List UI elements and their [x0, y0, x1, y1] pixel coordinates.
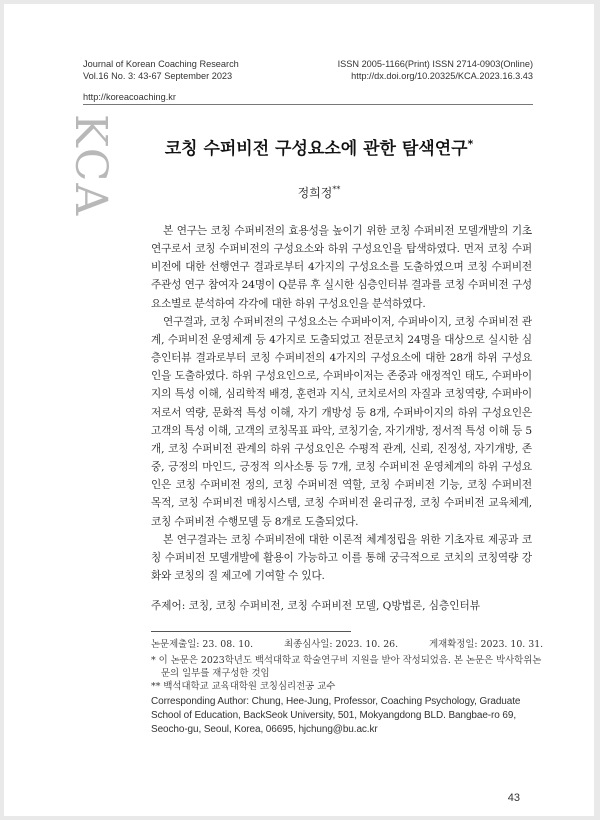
reviewed-date: 최종심사일: 2023. 10. 26. [284, 639, 399, 650]
journal-name: Journal of Korean Coaching Research [83, 59, 239, 69]
keywords: 주제어: 코칭, 코칭 수퍼비전, 코칭 수퍼비전 모델, Q방법론, 심층인터뷰 [151, 600, 480, 612]
title-footnote-mark: * [467, 137, 474, 151]
paper-page [4, 4, 594, 816]
kca-logo-text: KCA [65, 114, 116, 218]
author-name-text: 정희정 [297, 186, 333, 200]
funding-footnote: * 이 논문은 2023학년도 백석대학교 학술연구비 지원을 받아 작성되었음. 본 논문은 박사학위논문의 일부를 재구성한 것임 [151, 655, 542, 679]
abstract [151, 222, 532, 585]
paper-title [104, 134, 534, 159]
author-footnote-mark: ** [332, 185, 341, 194]
journal-url[interactable]: http://koreacoaching.kr [83, 92, 176, 102]
header-rule [83, 104, 533, 105]
abstract-paragraph: 연구결과, 코칭 수퍼비전의 구성요소는 수퍼바이저, 수퍼바이지, 코칭 수퍼비전 관계, 수퍼비전 운영체계 등 4가지로 도출되었고 전문코치 24명을 대상으로 실시한 심층인터뷰 결과로부터 코칭 수퍼비전의 4가지의 구성요소에 대한 28개 하위 구성요인을 도출하였다. 하위 구성요인으로, 수퍼바이저는 존중과 애정적인 태도, 수퍼바이지의 특성 이해, 심리학적 배경, 훈련과 지식, 코치로서의 자질과 코칭역량, 수퍼바이저로서 역량, 문화적 특성 이해, 자기 개방성 등 8개, 수퍼바이지의 하위 구성요인은 고객의 특성 이해, 고객의 코칭목표 파악, 코칭기술, 자기개방, 정서적 특성 이해 등 5개, 코칭 수퍼비전 관계의 하위 구성요인은 수평적 관계, 신뢰, 진정성, 자기개방, 존중, 긍정의 마인드, 긍정적 의사소통 등 7개, 코칭 수퍼비전 운영체계의 하위 구성요인은 코칭 수퍼비전 정의, 코칭 수퍼비전 역할, 코칭 수퍼비전 기능, 코칭 수퍼비전 목적, 코칭 수퍼비전 매칭시스템, 코칭 수퍼비전 윤리규정, 코칭 수퍼비전 교육체계, 코칭 수퍼비전 수행모델 등 8개로 도출되었다. [151, 315, 532, 528]
abstract-paragraph: 본 연구결과는 코칭 수퍼비전에 대한 이론적 체계정립을 위한 기초자료 제공과 코칭 수퍼비전 모델개발에 활용이 가능하고 이를 통해 궁극적으로 코치의 코칭역량 강화와 코칭의 질 제고에 기여할 수 있다. [151, 533, 532, 582]
footnote-dates [151, 639, 544, 652]
corresponding-author: Corresponding Author: Chung, Hee-Jung, Professor, Coaching Psychology, Graduate School of Education, BackSeok University, 501, Mokyangdong BLD. Bangbae-ro 69, Seocho-gu, Seoul, Korea, 06695, hjchung@bu.ac.kr [151, 696, 521, 735]
volume-info: Vol.16 No. 3: 43-67 September 2023 [83, 71, 233, 81]
paper-title-text: 코칭 수퍼비전 구성요소에 관한 탐색연구 [164, 139, 468, 159]
author-name [104, 184, 534, 201]
doi-link[interactable]: http://dx.doi.org/10.20325/KCA.2023.16.3.43 [351, 71, 533, 81]
issn-info: ISSN 2005-1166(Print) ISSN 2714-0903(Online) [337, 59, 533, 69]
kca-logo [65, 112, 130, 222]
author-affiliation: ** 백석대학교 교육대학원 코칭심리전공 교수 [151, 681, 336, 692]
page-number: 43 [507, 792, 520, 804]
footnote-rule [151, 631, 351, 632]
abstract-paragraph: 본 연구는 코칭 수퍼비전의 효용성을 높이기 위한 코칭 수퍼비전 모델개발의 기초연구로서 코칭 수퍼비전의 구성요소와 하위 구성요인을 탐색하였다. 먼저 코칭 수퍼비전에 대한 선행연구 결과로부터 4가지의 구성요소를 도출하였으며 코칭 수퍼비전 주관성 연구 참여자 24명이 Q분류 후 실시한 심층인터뷰 결과를 코칭 수퍼비전 구성요소별로 분석하여 각각에 대한 하위 구성요인을 분석하였다. [151, 225, 532, 310]
submitted-date: 논문제출일: 23. 08. 10. [151, 639, 254, 650]
accepted-date: 게재확정일: 2023. 10. 31. [429, 639, 544, 650]
